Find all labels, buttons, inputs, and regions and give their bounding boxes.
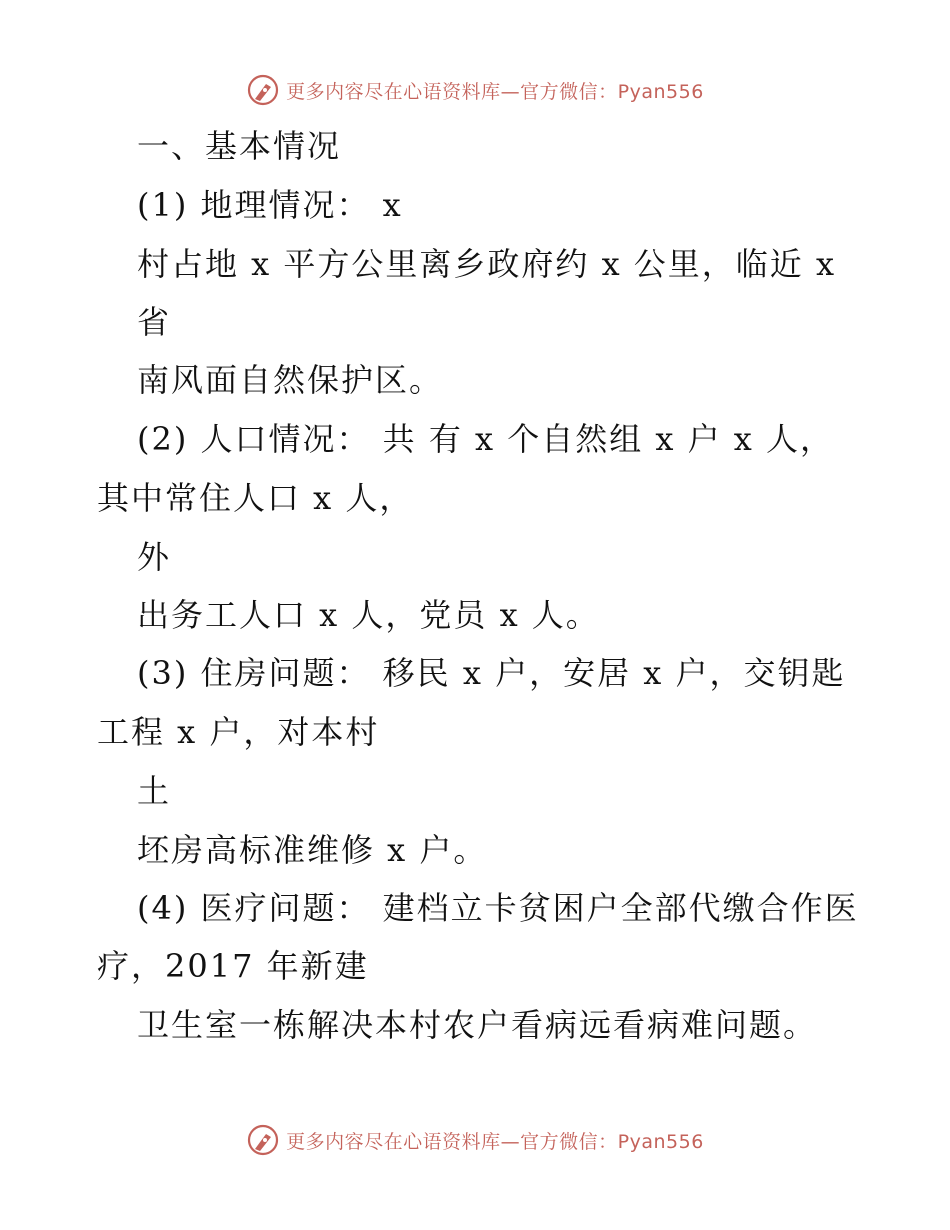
paragraph-line: (1) 地理情况： x	[137, 186, 403, 224]
paragraph-line: 省	[137, 303, 172, 341]
paragraph-line: 外	[137, 538, 172, 576]
footer-watermark-text: 更多内容尽在心语资料库—官方微信：Pyan556	[286, 1130, 704, 1153]
paragraph-line: 卫生室一栋解决本村农户看病远看病难问题。	[137, 1006, 818, 1044]
paragraph-line: 村占地 x 平方公里离乡政府约 x 公里，临近 x	[137, 245, 837, 283]
header-watermark-text: 更多内容尽在心语资料库—官方微信：Pyan556	[286, 80, 704, 103]
paragraph-line: 土	[137, 772, 172, 810]
paragraph-line: 坯房高标准维修 x 户。	[137, 831, 488, 869]
footer-watermark-banner	[0, 1120, 950, 1160]
paragraph-line: 疗，2017 年新建	[97, 947, 369, 985]
paragraph-line: 工程 x 户，对本村	[97, 713, 380, 751]
pen-nib-logo-icon	[246, 73, 280, 107]
section-heading: 一、基本情况	[137, 127, 342, 165]
header-watermark-banner	[0, 70, 950, 110]
paragraph-line: (2) 人口情况： 共 有 x 个自然组 x 户 x 人，	[137, 420, 835, 458]
pen-nib-logo-icon	[246, 1123, 280, 1157]
paragraph-line: 其中常住人口 x 人，	[97, 479, 414, 517]
paragraph-line: 南风面自然保护区。	[137, 361, 444, 399]
paragraph-line: (4) 医疗问题： 建档立卡贫困户全部代缴合作医	[137, 889, 859, 927]
paragraph-line: (3) 住房问题： 移民 x 户，安居 x 户，交钥匙	[137, 654, 846, 692]
paragraph-line: 出务工人口 x 人，党员 x 人。	[137, 596, 600, 634]
